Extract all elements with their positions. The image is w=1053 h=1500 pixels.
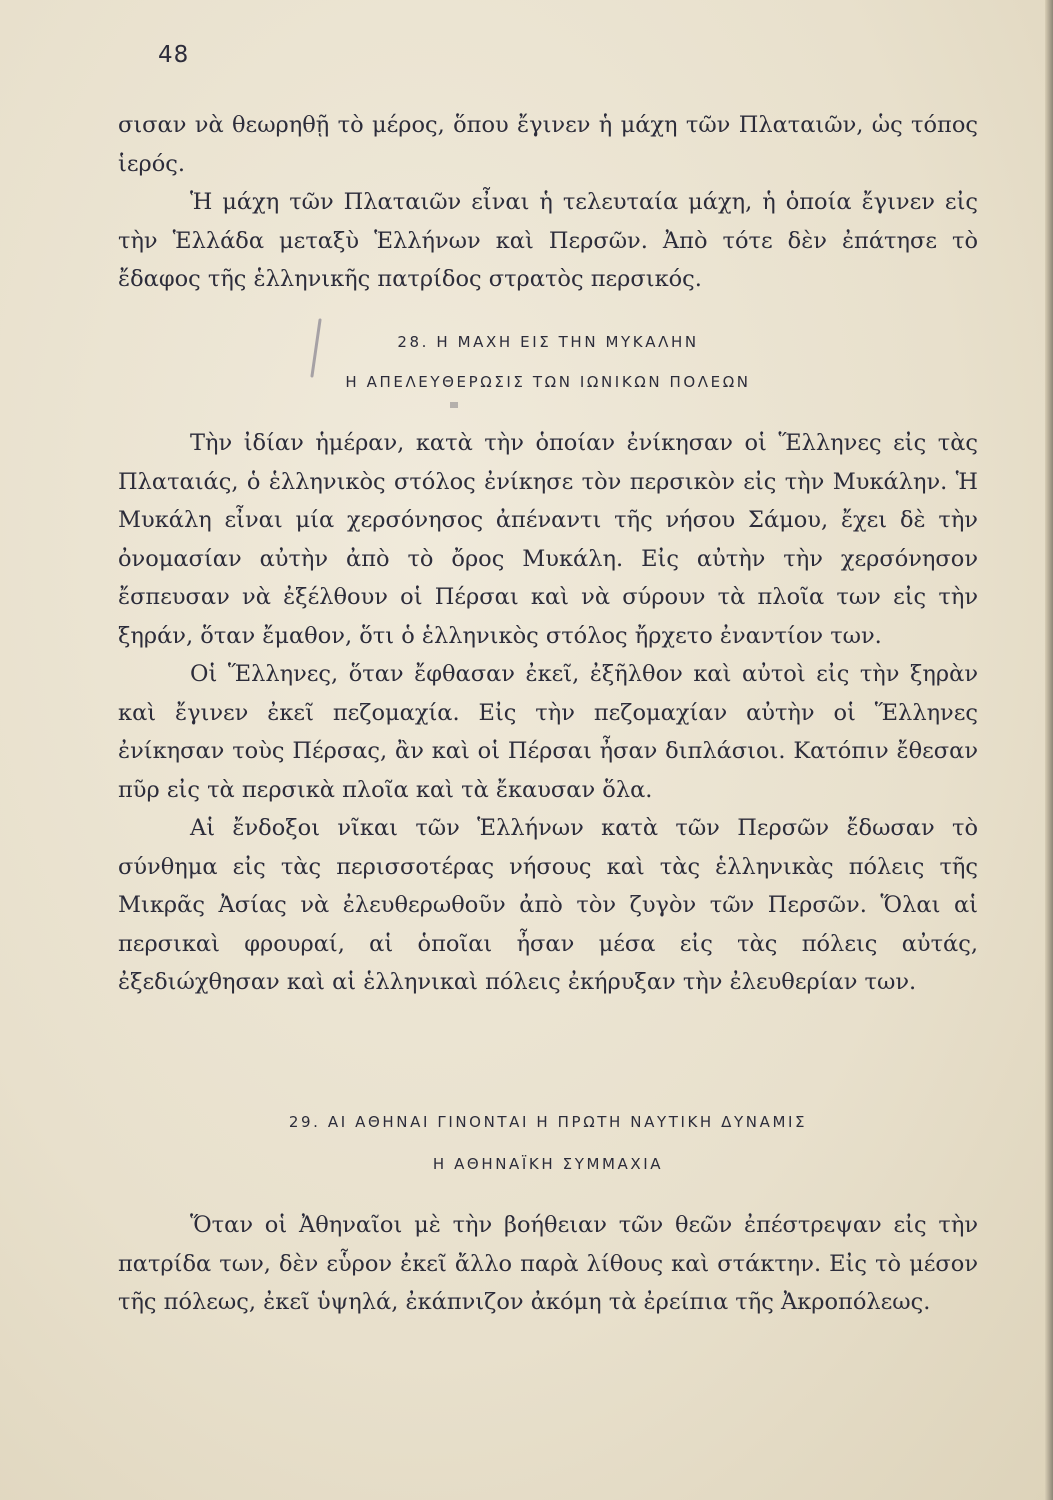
section-28-paragraph-2: Οἱ Ἕλληνες, ὅταν ἔφθασαν ἐκεῖ, ἐξῆλθον καὶ αὐτοὶ εἰς τὴν ξηρὰν καὶ ἔγινεν ἐκεῖ πεζομαχία. Εἰς τὴν πεζομαχίαν αὐτὴν οἱ Ἕλληνες ἐνίκησαν τοὺς Πέρσας, ἂν καὶ οἱ Πέρσαι ἦσαν διπλάσιοι. Κατόπιν ἔθεσαν πῦρ εἰς τὰ περσικὰ πλοῖα καὶ τὰ ἔκαυσαν ὅλα. <box>118 661 978 803</box>
page-edge-shadow <box>1045 0 1053 1500</box>
intro-text-block <box>118 106 978 299</box>
intro-paragraph-2: Ἡ μάχη τῶν Πλαταιῶν εἶναι ἡ τελευταία μάχη, ἡ ὁποία ἔγινεν εἰς τὴν Ἑλλάδα μεταξὺ Ἑλλήνων καὶ Περσῶν. Ἀπὸ τότε δὲν ἐπάτησε τὸ ἔδαφος τῆς ἑλληνικῆς πατρίδος στρατὸς περσικός. <box>118 189 978 292</box>
page-number: 48 <box>158 42 190 68</box>
section-28-text-block <box>118 424 978 1002</box>
section-28-paragraph-3: Αἱ ἔνδοξοι νῖκαι τῶν Ἑλλήνων κατὰ τῶν Περσῶν ἔδωσαν τὸ σύνθημα εἰς τὰς περισσοτέρας νήσους καὶ τὰς ἑλληνικὰς πόλεις τῆς Μικρᾶς Ἀσίας νὰ ἐλευθερωθοῦν ἀπὸ τὸν ζυγὸν τῶν Περσῶν. Ὅλαι αἱ περσικαὶ φρουραί, αἱ ὁποῖαι ἦσαν μέσα εἰς τὰς πόλεις αὐτάς, ἐξεδιώχθησαν καὶ αἱ ἑλληνικαὶ πόλεις ἐκήρυξαν τὴν ἐλευθερίαν των. <box>118 815 978 995</box>
ornament-dash <box>450 402 458 408</box>
intro-paragraph-1: σισαν νὰ θεωρηθῇ τὸ μέρος, ὅπου ἔγινεν ἡ μάχη τῶν Πλαταιῶν, ὡς τόπος ἱερός. <box>118 112 978 177</box>
section-28-paragraph-1: Τὴν ἰδίαν ἡμέραν, κατὰ τὴν ὁποίαν ἐνίκησαν οἱ Ἕλληνες εἰς τὰς Πλαταιάς, ὁ ἑλληνικὸς στόλος ἐνίκησε τὸν περσικὸν εἰς τὴν Μυκάλην. Ἡ Μυκάλη εἶναι μία χερσόνησος ἀπέναντι τῆς νήσου Σάμου, ἔχει δὲ τὴν ὀνομασίαν αὐτὴν ἀπὸ τὸ ὄρος Μυκάλη. Εἰς αὐτὴν τὴν χερσόνησον ἔσπευσαν νὰ ἐξέλθουν οἱ Πέρσαι καὶ νὰ σύρουν τὰ πλοῖα των εἰς τὴν ξηράν, ὅταν ἔμαθον, ὅτι ὁ ἑλληνικὸς στόλος ἤρχετο ἐναντίον των. <box>118 430 978 649</box>
section-29-subtitle: Η ΑΘΗΝΑΪΚΗ ΣΥΜΜΑΧΙΑ <box>432 1155 664 1173</box>
section-29-title: 29. ΑΙ ΑΘΗΝΑΙ ΓΙΝΟΝΤΑΙ Η ΠΡΩΤΗ ΝΑΥΤΙΚΗ ΔΥΝΑΜΙΣ <box>288 1113 808 1131</box>
section-29-paragraph-1: Ὅταν οἱ Ἀθηναῖοι μὲ τὴν βοήθειαν τῶν θεῶν ἐπέστρεψαν εἰς τὴν πατρίδα των, δὲν εὗρον ἐκεῖ ἄλλο παρὰ λίθους καὶ στάκτην. Εἰς τὸ μέσον τῆς πόλεως, ἐκεῖ ὑψηλά, ἐκάπνιζον ἀκόμη τὰ ἐρείπια τῆς Ἀκροπόλεως. <box>118 1212 978 1315</box>
section-28-title: 28. Η ΜΑΧΗ ΕΙΣ ΤΗΝ ΜΥΚΑΛΗΝ <box>397 333 699 351</box>
section-28-subtitle: Η ΑΠΕΛΕΥΘΕΡΩΣΙΣ ΤΩΝ ΙΩΝΙΚΩΝ ΠΟΛΕΩΝ <box>345 373 751 391</box>
section-29-text-block <box>118 1206 978 1322</box>
